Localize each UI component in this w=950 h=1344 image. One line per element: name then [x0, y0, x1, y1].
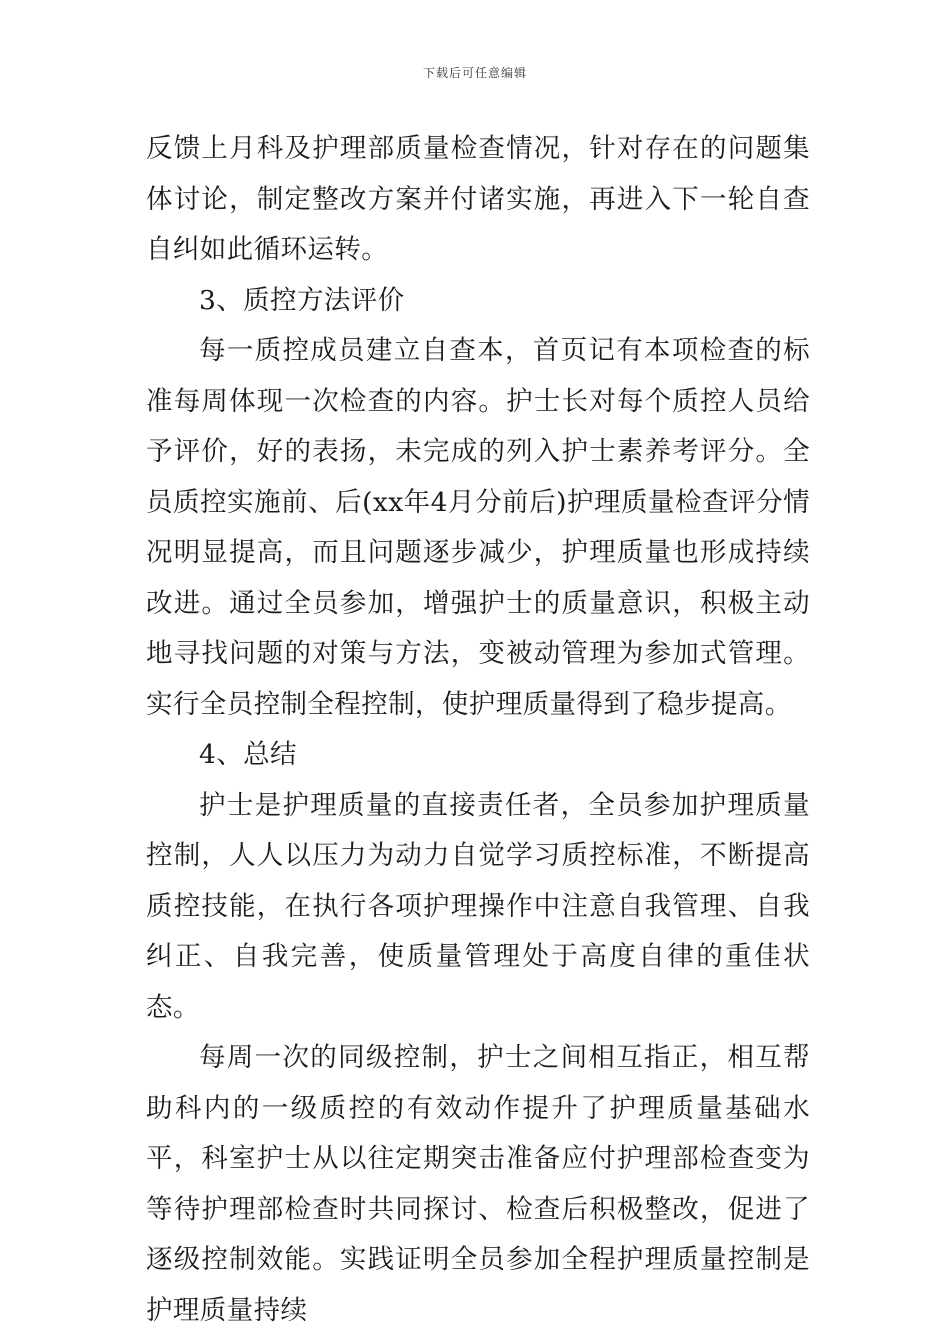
document-body: [146, 124, 810, 1336]
paragraph-peer-control: 每周一次的同级控制，护士之间相互指正，相互帮助科内的一级质控的有效动作提升了护理质量基础水平，科室护士从以往定期突击准备应付护理部检查变为等待护理部检查时共同探讨、检查后积极整改，促进了逐级控制效能。实践证明全员参加全程护理质量控制是护理质量持续: [146, 1042, 810, 1326]
paragraph-summary: 护士是护理质量的直接责任者，全员参加护理质量控制，人人以压力为动力自觉学习质控标准，不断提高质控技能，在执行各项护理操作中注意自我管理、自我纠正、自我完善，使质量管理处于高度自律的重佳状态。: [146, 789, 810, 1023]
header-note: 下载后可任意编辑: [422, 66, 527, 80]
section-heading-3: 3、质控方法评价: [199, 284, 405, 316]
paragraph-method-evaluation: 每一质控成员建立自查本，首页记有本项检查的标准每周体现一次检查的内容。护士长对每个质控人员给予评价，好的表扬，未完成的列入护士素养考评分。全员质控实施前、后(xx年4月分前后)护理质量检查评分情况明显提高，而且问题逐步减少，护理质量也形成持续改进。通过全员参加，增强护士的质量意识，积极主动地寻找问题的对策与方法，变被动管理为参加式管理。实行全员控制全程控制，使护理质量得到了稳步提高。: [146, 335, 810, 720]
section-heading-4: 4、总结: [199, 739, 297, 770]
paragraph-feedback: 反馈上月科及护理部质量检查情况，针对存在的问题集体讨论，制定整改方案并付诸实施，再进入下一轮自查自纠如此循环运转。: [146, 133, 810, 265]
